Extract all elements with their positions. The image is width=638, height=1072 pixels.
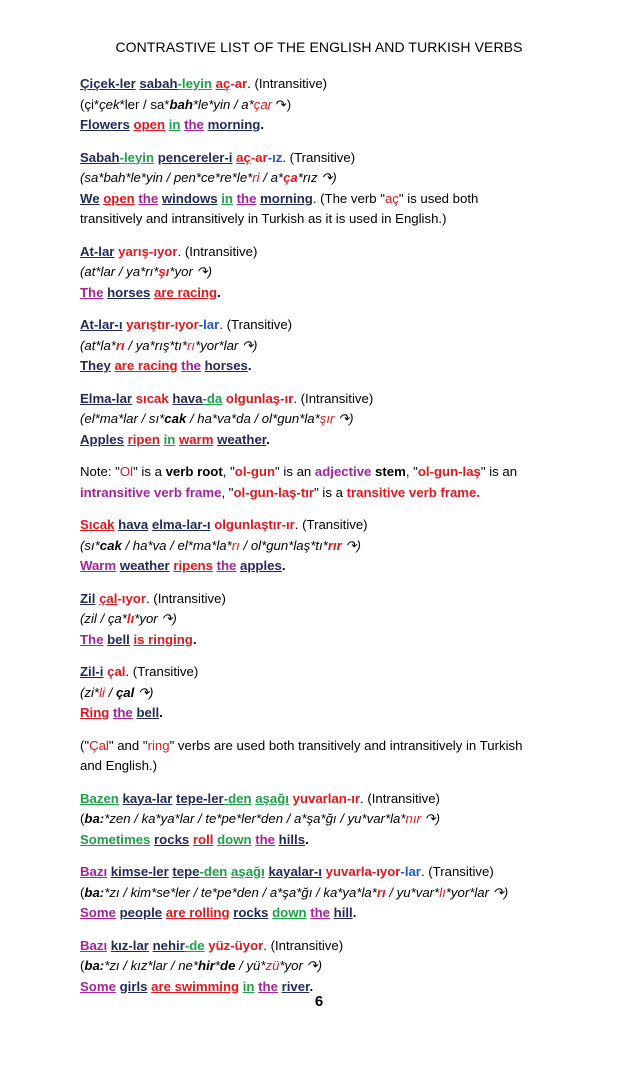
text-run: şı (158, 264, 170, 279)
verb-entry (80, 74, 560, 136)
text-run: ça (283, 170, 298, 185)
entry-line (80, 95, 560, 116)
text-run: horses (204, 358, 248, 373)
text-run: olgunlaş (225, 390, 281, 406)
text-run: olgunlaştır (214, 517, 282, 532)
text-run: -lar (198, 317, 220, 332)
entry-line (80, 956, 560, 977)
verb-entry (80, 148, 560, 230)
text-run: *yor*lar ↷) (195, 337, 258, 353)
text-run: rı (231, 537, 240, 553)
page-header: CONTRASTIVE LIST OF THE ENGLISH AND TURKISH VERBS (115, 39, 523, 55)
verb-list (80, 74, 560, 1009)
text-run: roll (192, 831, 214, 847)
entry-line (80, 556, 560, 577)
text-run: -den (223, 790, 252, 806)
text-run: . (Intransitive) (360, 790, 440, 806)
text-run: intransitive verb frame (80, 484, 222, 500)
text-run: -ıyor (148, 243, 178, 259)
entry-line (80, 74, 560, 95)
text-run: *yor ↷) (169, 264, 212, 279)
text-run: yuvarlan (292, 790, 347, 806)
text-run: -ıyor (371, 864, 401, 879)
text-run: (" (80, 737, 90, 753)
entry-line (80, 389, 560, 410)
text-run: *zen / ka*ya*lar / te*pe*ler*den / a*şa*ğı / yu*var*la* (104, 811, 406, 826)
text-run: are swimming (151, 978, 240, 994)
text-run: (zi* (80, 684, 100, 700)
text-run: ↷) (272, 96, 292, 112)
text-run: in (221, 190, 233, 206)
text-run: çal (115, 684, 135, 700)
text-run: ring (147, 737, 170, 753)
entry-line (80, 736, 560, 757)
verb-entry (80, 462, 560, 503)
text-run: -leyin (119, 149, 155, 165)
text-run: -üyor (230, 937, 264, 953)
text-run: the (184, 117, 204, 132)
entry-line (80, 115, 560, 136)
text-run: . (Transitive) (294, 517, 368, 532)
text-run: the (255, 831, 275, 847)
text-run: down (272, 905, 307, 920)
text-run: are racing (114, 358, 178, 373)
entry-line (80, 409, 560, 430)
text-run: are racing (154, 284, 218, 300)
entry-line (80, 462, 560, 483)
text-run: *zı / kız*lar / ne* (104, 958, 199, 973)
text-run: the (138, 190, 159, 206)
text-run: cak (164, 411, 187, 426)
text-run: . (260, 117, 264, 132)
text-run: / ha*va*da / ol*gun*la* (186, 411, 320, 426)
text-run: The (80, 284, 104, 300)
text-run: bell (136, 705, 160, 720)
text-run: ↷) (334, 411, 354, 426)
text-run: people (119, 905, 163, 920)
text-run: in (168, 117, 181, 132)
text-run: . (352, 905, 357, 920)
text-run: At-lar (80, 243, 115, 259)
text-run: Zil (80, 590, 96, 606)
text-run: open (133, 117, 166, 132)
text-run: ↷) (341, 537, 361, 553)
entry-line (80, 789, 560, 810)
text-run: ripen (127, 431, 160, 447)
text-run: tepe (172, 864, 200, 879)
text-run: Warm (80, 558, 117, 573)
text-run: *ler / sa* (119, 96, 170, 112)
text-run: / a* (259, 170, 284, 185)
text-run: kimse-ler (110, 864, 169, 879)
verb-entry (80, 589, 560, 651)
text-run: " is used both (398, 190, 479, 206)
text-run: Elma-lar (80, 390, 133, 406)
text-run: ↷) (420, 811, 440, 826)
text-run: down (217, 831, 252, 847)
text-run: -ıyor (117, 590, 146, 606)
text-run: *rız ↷) (297, 170, 337, 185)
text-run: ( (80, 884, 85, 900)
text-run: transitive verb frame. (346, 484, 481, 500)
text-run: de (220, 958, 236, 973)
text-run: / ha*va / el*ma*la* (121, 537, 232, 553)
text-run: elma-lar-ı (151, 517, 211, 532)
text-run: rı (187, 337, 196, 353)
text-run: Apples (80, 431, 124, 447)
text-run: -ır (281, 517, 295, 532)
text-run: hava (118, 517, 149, 532)
text-run: aç (215, 76, 231, 91)
text-run: weather (119, 558, 170, 573)
text-run: stem (375, 464, 406, 479)
text-run: morning (260, 190, 313, 206)
text-run: -lar (400, 864, 421, 879)
text-run: (sa*bah*le*yin / pen*ce*re*le* (80, 170, 253, 185)
text-run: (at*lar / ya*rı* (80, 264, 159, 279)
text-run: Ring (80, 705, 110, 720)
text-run: çal (99, 590, 118, 606)
text-run: Sabah (80, 149, 120, 165)
entry-line (80, 756, 560, 777)
text-run: pencereler-i (157, 149, 233, 165)
text-run: apples (240, 558, 282, 573)
text-run: bah (169, 96, 193, 112)
text-run: tepe-ler (176, 790, 224, 806)
entry-line (80, 630, 560, 651)
text-run: / yü* (235, 958, 266, 973)
entry-line (80, 703, 560, 724)
text-run: -ız (267, 149, 283, 165)
text-run: yarıştır (126, 317, 171, 332)
text-run: hill (333, 905, 353, 920)
text-run: rı (115, 337, 125, 353)
text-run: " is an (480, 464, 518, 479)
text-run: Note: " (80, 464, 120, 479)
text-run: The (80, 631, 104, 647)
text-run: , " (221, 484, 234, 500)
text-run: . (Intransitive) (263, 937, 344, 953)
text-run: We (80, 190, 100, 206)
verb-entry (80, 662, 560, 724)
text-run: . (The verb " (312, 190, 385, 206)
verb-entry (80, 389, 560, 451)
entry-line (80, 862, 560, 883)
verb-entry (80, 936, 560, 998)
verb-entry (80, 515, 560, 577)
text-run: " and " (108, 737, 148, 753)
entry-line (80, 536, 560, 557)
text-run: aç (384, 190, 399, 206)
text-run: -ar (230, 76, 248, 91)
text-run: sabah (139, 76, 178, 91)
text-run: ( (80, 811, 85, 826)
text-run: nehir (152, 937, 185, 953)
text-run: adjective (314, 464, 372, 479)
text-run: Some (80, 978, 116, 994)
text-run: rı (376, 884, 386, 900)
entry-line (80, 148, 560, 169)
text-run: ↷) (134, 684, 154, 700)
text-run: aç (236, 149, 251, 165)
text-run: river (281, 978, 310, 994)
text-run: *le*yin / a* (192, 96, 254, 112)
text-run: / yu*var* (385, 884, 440, 900)
entry-line (80, 883, 560, 904)
text-run: hills (278, 831, 306, 847)
text-run: the (216, 558, 237, 573)
text-run: They (80, 358, 111, 373)
text-run: hir (198, 958, 215, 973)
text-run: bell (107, 631, 130, 647)
text-run: şır (319, 411, 335, 426)
text-run: hava (172, 390, 203, 406)
text-run: kaya-lar (122, 790, 173, 806)
text-run: and English.) (80, 758, 157, 773)
text-run: . (Intransitive) (145, 590, 226, 606)
text-run: morning (207, 117, 261, 132)
text-run: " is a (314, 484, 347, 500)
text-run: Bazı (80, 937, 108, 953)
entry-line (80, 609, 560, 630)
text-run: -leyin (177, 76, 212, 91)
text-run: cak (99, 537, 122, 553)
text-run: rocks (233, 905, 269, 920)
text-run: Çal (89, 737, 109, 753)
text-run: (sı* (80, 537, 100, 553)
text-run: . (192, 631, 197, 647)
page-number: 6 (314, 993, 324, 1010)
text-run: aşağı (231, 864, 265, 879)
text-run: aşağı (255, 790, 289, 806)
text-run: . (Transitive) (282, 149, 356, 165)
text-run: ba: (84, 958, 105, 973)
text-run: in (242, 978, 255, 994)
text-run: At-lar-ı (80, 317, 123, 332)
entry-line (80, 283, 560, 304)
text-run: -ıyor (170, 317, 199, 332)
entry-line (80, 168, 560, 189)
text-run: -de (184, 937, 205, 953)
text-run: warm (178, 431, 214, 447)
text-run: ba: (84, 811, 105, 826)
text-run: yüz (208, 937, 231, 953)
verb-entry (80, 789, 560, 851)
text-run: (zil / ça* (80, 611, 127, 626)
text-run: Çiçek-ler (80, 76, 136, 91)
text-run: in (163, 431, 176, 447)
entry-line (80, 483, 560, 504)
text-run: , " (222, 464, 235, 479)
entry-line (80, 830, 560, 851)
text-run: *yor*lar ↷) (445, 884, 509, 900)
text-run: . (Intransitive) (177, 243, 258, 259)
entry-line (80, 589, 560, 610)
text-run: Ol (119, 464, 134, 479)
text-run: Some (80, 905, 116, 920)
text-run: -den (199, 864, 228, 879)
text-run: lı (126, 611, 135, 626)
text-run: girls (119, 978, 148, 994)
text-run: çar (253, 96, 273, 112)
entry-line (80, 662, 560, 683)
text-run: " verbs are used both transitively and intransitively in Turkish (169, 737, 523, 753)
text-run: (çi* (80, 96, 100, 112)
entry-line (80, 809, 560, 830)
entry-line (80, 430, 560, 451)
text-run: Sometimes (80, 831, 151, 847)
text-run: -ır (346, 790, 361, 806)
text-run: Zil-i (80, 664, 104, 679)
entry-line (80, 336, 560, 357)
text-run: / (104, 684, 116, 700)
text-run: transitively and intransitively in Turkish as it is used in English.) (80, 211, 447, 226)
text-run: kayalar-ı (268, 864, 322, 879)
text-run: are rolling (165, 905, 230, 920)
text-run: . (Transitive) (125, 664, 199, 679)
text-run: ol-gun-laş-tır (233, 484, 315, 500)
text-run: çek (99, 96, 120, 112)
text-run: . (159, 705, 163, 720)
text-run: . (Intransitive) (293, 390, 374, 406)
text-run: . (281, 558, 286, 573)
entry-line (80, 515, 560, 536)
text-run: open (103, 190, 135, 206)
text-run: (el*ma*lar / sı* (80, 411, 165, 426)
text-run: horses (107, 284, 151, 300)
text-run: . (Transitive) (420, 864, 494, 879)
text-run: . (Transitive) (219, 317, 293, 332)
text-run: the (310, 905, 330, 920)
text-run: " is a (133, 464, 166, 479)
text-run: ba: (84, 884, 105, 900)
entry-line (80, 936, 560, 957)
entry-line (80, 189, 560, 210)
text-run: ripens (173, 558, 213, 573)
text-run: . (266, 431, 270, 447)
verb-entry (80, 315, 560, 377)
text-run: Sıcak (80, 517, 115, 532)
verb-entry (80, 736, 560, 777)
text-run: Bazen (80, 790, 119, 806)
text-run: -ır (280, 390, 294, 406)
text-run: ( (80, 958, 85, 973)
entry-line (80, 242, 560, 263)
entry-line (80, 315, 560, 336)
text-run: , " (405, 464, 418, 479)
text-run: / ya*rış*tı* (124, 337, 188, 353)
text-run: the (236, 190, 257, 206)
text-run: lı (439, 884, 446, 900)
entry-line (80, 903, 560, 924)
text-run: the (258, 978, 278, 994)
text-run: ol-gun-laş (417, 464, 481, 479)
text-run: -da (202, 390, 223, 406)
text-run: zü (265, 958, 280, 973)
text-run: *yor ↷) (279, 958, 322, 973)
text-run: (at*la* (80, 337, 116, 353)
text-run: weather (217, 431, 267, 447)
text-run: windows (161, 190, 218, 206)
text-run: *zı / kim*se*ler / te*pe*den / a*şa*ğı / ka*ya*la* (104, 884, 377, 900)
text-run: the (181, 358, 201, 373)
entry-line (80, 356, 560, 377)
text-run: ol-gun (234, 464, 276, 479)
text-run: sıcak (135, 390, 169, 406)
text-run: Flowers (80, 117, 130, 132)
text-run: li (99, 684, 105, 700)
text-run: . (309, 978, 314, 994)
text-run: . (217, 284, 221, 300)
text-run: kız-lar (110, 937, 149, 953)
text-run: the (112, 705, 133, 720)
entry-line (80, 683, 560, 704)
text-run: çal (107, 664, 126, 679)
text-run: . (Intransitive) (247, 76, 328, 91)
text-run: " is an (275, 464, 315, 479)
text-run: ri (252, 170, 260, 185)
entry-line (80, 209, 560, 230)
text-run: nır (405, 811, 421, 826)
text-run: . (247, 358, 252, 373)
verb-entry (80, 862, 560, 924)
text-run: Bazı (80, 864, 108, 879)
verb-entry (80, 242, 560, 304)
text-run: yuvarla (325, 864, 372, 879)
text-run: *yor ↷) (134, 611, 177, 626)
entry-line (80, 262, 560, 283)
text-run: rocks (154, 831, 190, 847)
text-run: . (305, 831, 309, 847)
text-run: verb root (165, 464, 223, 479)
text-run: / ol*gun*laş*tı* (239, 537, 328, 553)
text-run: rır (327, 537, 342, 553)
text-run: is ringing (133, 631, 193, 647)
text-run: * (214, 958, 221, 973)
text-run: yarış (118, 243, 149, 259)
text-run: -ar (250, 149, 268, 165)
